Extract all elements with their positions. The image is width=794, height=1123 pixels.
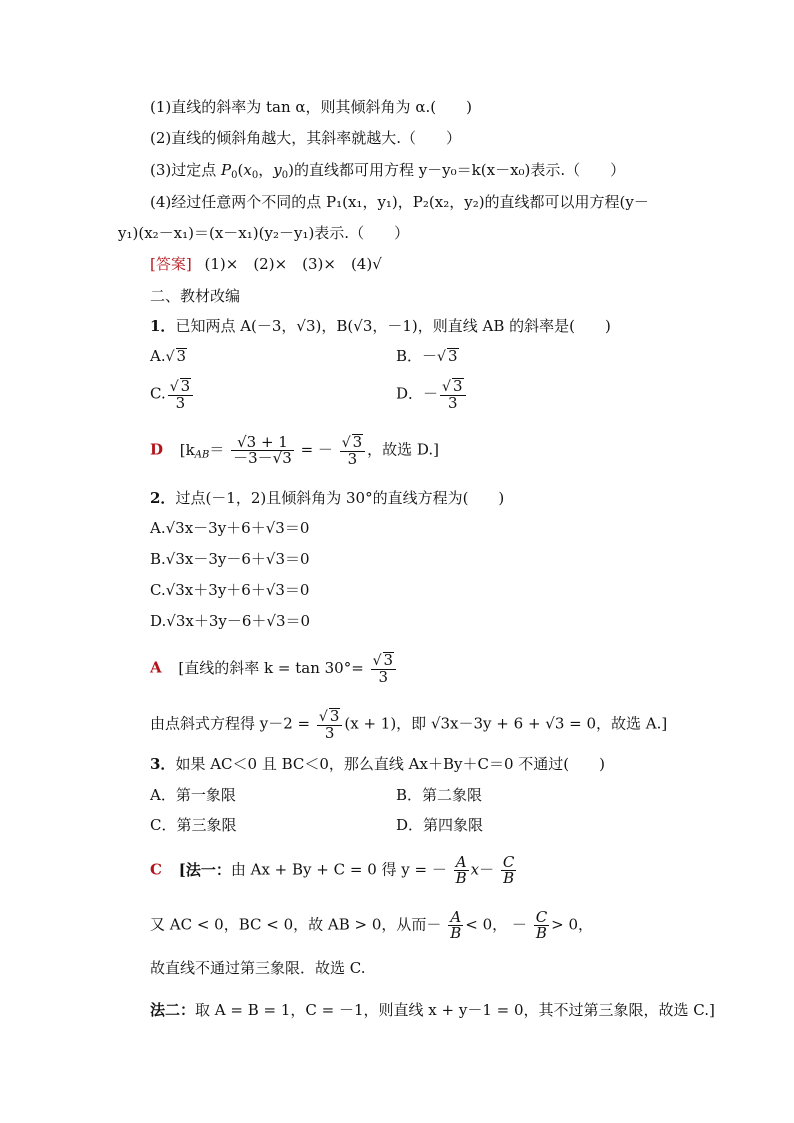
q3-answer: C: [150, 860, 162, 879]
q1-option-d: D．－ $\frac{√ 3}{3}$: [396, 378, 468, 411]
judge-q1: (1)直线的斜率为 tan α，则其倾斜角为 α.( ): [150, 98, 472, 116]
q3-option-b: B．第二象限: [396, 786, 483, 804]
q1-option-b: B．－√ 3: [396, 347, 458, 365]
judge-q3: (3)过定点 $P_0(x_0$，$y_0$)的直线都可用方程 y－y₀＝k(x－x₀)表示.（ ）: [150, 161, 626, 181]
judge-q4-line2: y₁)(x₂－x₁)＝(x－x₁)(y₂－y₁)表示.（ ）: [118, 224, 410, 242]
q3-option-c: C．第三象限: [150, 816, 237, 834]
q3-solution-line3: 故直线不通过第三象限．故选 C.: [150, 959, 366, 977]
q1-option-c: C. $\frac{√ 3}{3}$: [150, 378, 195, 411]
q2-option-d: D.√3x＋3y－6＋√3＝0: [150, 612, 311, 630]
answer-text: (1)× (2)× (3)× (4)√: [204, 255, 382, 273]
judge-q3-pre: (3)过定点: [150, 161, 222, 179]
q3-solution-line4: 法二：取 A = B = 1，C = －1，则直线 x + y－1 = 0，其不过第三象限，故选 C.]: [150, 1001, 715, 1019]
q2-solution-line1: A [直线的斜率 k = tan 30°= $\frac{√ 3}{3}$: [150, 652, 398, 685]
answer-label: [答案]: [150, 255, 192, 273]
q1-solution: D [$k_{AB}=$ $\frac{√3 + 1}{-3-√3}$ = － $\frac{√ 3}{3}$ ，故选 D.]: [150, 433, 440, 468]
q2-answer: A: [150, 658, 162, 677]
q3-solution-line1: C [法一：由 Ax + By + C = 0 得 y = － $\frac{A}{B}$ x－ $\frac{C}{B}$: [150, 853, 515, 887]
judge-q3-post: 的直线都可用方程 y－y₀＝k(x－x₀)表示.（ ）: [293, 161, 626, 179]
q1-stem: 1．已知两点 A(－3，√3)，B(√3，－1)，则直线 AB 的斜率是( ): [150, 317, 611, 335]
judge-q2: (2)直线的倾斜角越大，其斜率就越大.（ ）: [150, 129, 462, 147]
q1-answer: D: [150, 440, 164, 459]
q3-solution-line2: 又 AC < 0，BC < 0，故 AB > 0，从而－ $\frac{A}{B}$ < 0， － $\frac{C}{B}$ > 0，: [150, 908, 594, 942]
judge-q4-line1: (4)经过任意两个不同的点 P₁(x₁，y₁)，P₂(x₂，y₂)的直线都可以用方程(y－: [150, 193, 649, 211]
q2-solution-line2: 由点斜式方程得 y－2 = $\frac{√ 3}{3}$ (x + 1)，即 √3x－3y + 6 + √3 = 0，故选 A.]: [150, 707, 668, 742]
q3-option-a: A．第一象限: [150, 786, 236, 804]
q2-stem: 2．过点(－1，2)且倾斜角为 30°的直线方程为( ): [150, 489, 505, 507]
q1-option-a: A.√ 3: [150, 347, 187, 365]
q2-option-a: A.√3x－3y＋6＋√3＝0: [150, 519, 310, 537]
q2-option-b: B.√3x－3y－6＋√3＝0: [150, 550, 310, 568]
judge-answer: [150, 254, 382, 274]
q3-stem: 3．如果 AC＜0 且 BC＜0，那么直线 Ax＋By＋C＝0 不通过( ): [150, 755, 605, 773]
q3-option-d: D．第四象限: [396, 816, 484, 834]
q2-option-c: C.√3x＋3y＋6＋√3＝0: [150, 581, 310, 599]
section-title: 二、教材改编: [150, 287, 241, 305]
